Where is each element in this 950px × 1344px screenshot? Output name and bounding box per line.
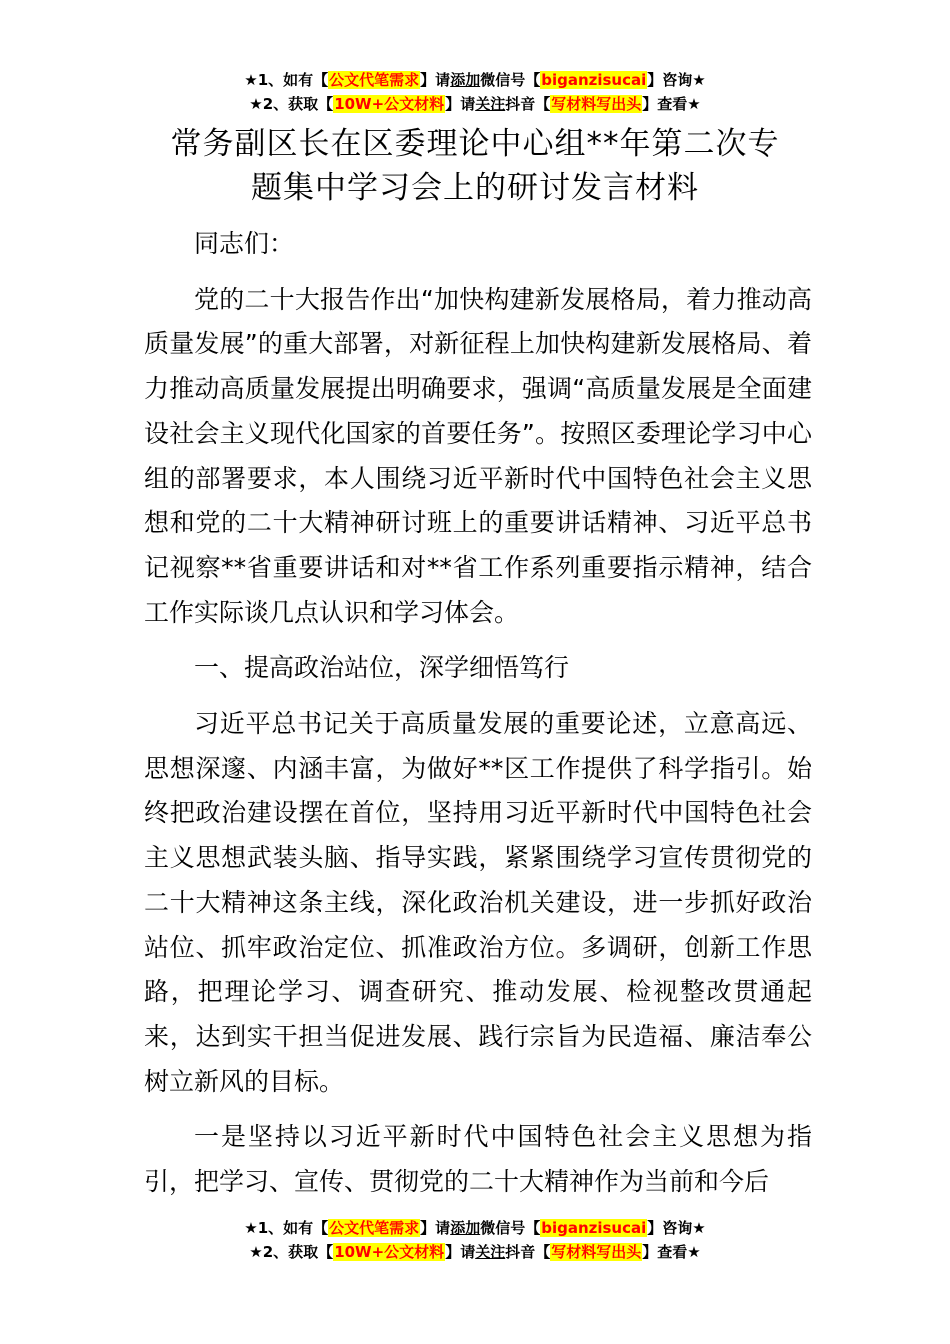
banner-text: ★2、获取【	[249, 1243, 334, 1261]
top-banner	[0, 68, 950, 116]
document-title	[0, 122, 950, 210]
banner-underlined: 添加	[450, 1219, 481, 1237]
document-body	[144, 222, 812, 1216]
banner-underlined: 关注	[475, 1243, 506, 1261]
banner-highlight: 10W+公文材料	[334, 95, 445, 113]
banner-text: 】查看★	[642, 95, 701, 113]
banner-text: 抖音【	[505, 1243, 551, 1261]
salutation: 同志们：	[194, 229, 295, 258]
banner-text: 】查看★	[642, 1243, 701, 1261]
banner-highlight: 写材料写出头	[551, 95, 642, 113]
banner-highlight: biganzisucai	[541, 1219, 647, 1237]
banner-line-1	[0, 68, 950, 92]
section-heading: 一、提高政治站位，深学细悟笃行	[194, 653, 570, 683]
title-line-2: 题集中学习会上的研讨发言材料	[251, 170, 699, 206]
title-line-1: 常务副区长在区委理论中心组**年第二次专	[170, 126, 780, 162]
banner-highlight: 写材料写出头	[551, 1243, 642, 1261]
banner-text: ★2、获取【	[249, 95, 334, 113]
banner-text: 】咨询★	[647, 1219, 706, 1237]
banner-text: 】请	[445, 1243, 476, 1261]
banner-text: 】咨询★	[647, 71, 706, 89]
banner-underlined: 添加	[450, 71, 481, 89]
banner-text: ★1、如有【	[244, 1219, 329, 1237]
banner-text: 抖音【	[505, 95, 551, 113]
banner-highlight: 公文代笔需求	[329, 1219, 420, 1237]
paragraph: 党的二十大报告作出“加快构建新发展格局，着力推动高质量发展”的重大部署，对新征程上加快构建新发展格局、着力推动高质量发展提出明确要求，强调“高质量发展是全面建设社会主义现代化国家的首要任务”。按照区委理论学习中心组的部署要求，本人围绕习近平新时代中国特色社会主义思想和党的二十大精神研讨班上的重要讲话精神、习近平总书记视察**省重要讲话和对**省工作系列重要指示精神，结合工作实际谈几点认识和学习体会。	[144, 284, 812, 627]
banner-line-2	[0, 92, 950, 116]
banner-highlight: 10W+公文材料	[334, 1243, 445, 1261]
paragraph: 习近平总书记关于高质量发展的重要论述，立意高远、思想深邃、内涵丰富，为做好**区工作提供了科学指引。始终把政治建设摆在首位，坚持用习近平新时代中国特色社会主义思想武装头脑、指导实践，紧紧围绕学习宣传贯彻党的二十大精神这条主线，深化政治机关建设，进一步抓好政治站位、抓牢政治定位、抓准政治方位。多调研，创新工作思路，把理论学习、调查研究、推动发展、检视整改贯通起来，达到实干担当促进发展、践行宗旨为民造福、廉洁奉公树立新风的目标。	[144, 709, 812, 1096]
banner-highlight: 公文代笔需求	[329, 71, 420, 89]
banner-text: 微信号【	[480, 71, 541, 89]
bottom-banner	[0, 1216, 950, 1264]
banner-line-2	[0, 1240, 950, 1264]
banner-highlight: biganzisucai	[541, 71, 647, 89]
banner-text: ★1、如有【	[244, 71, 329, 89]
banner-text: 】请	[420, 1219, 451, 1237]
banner-text: 】请	[420, 71, 451, 89]
banner-text: 微信号【	[480, 1219, 541, 1237]
paragraph: 一是坚持以习近平新时代中国特色社会主义思想为指引，把学习、宣传、贯彻党的二十大精神作为当前和今后	[144, 1122, 812, 1197]
banner-text: 】请	[445, 95, 476, 113]
banner-underlined: 关注	[475, 95, 506, 113]
banner-line-1	[0, 1216, 950, 1240]
